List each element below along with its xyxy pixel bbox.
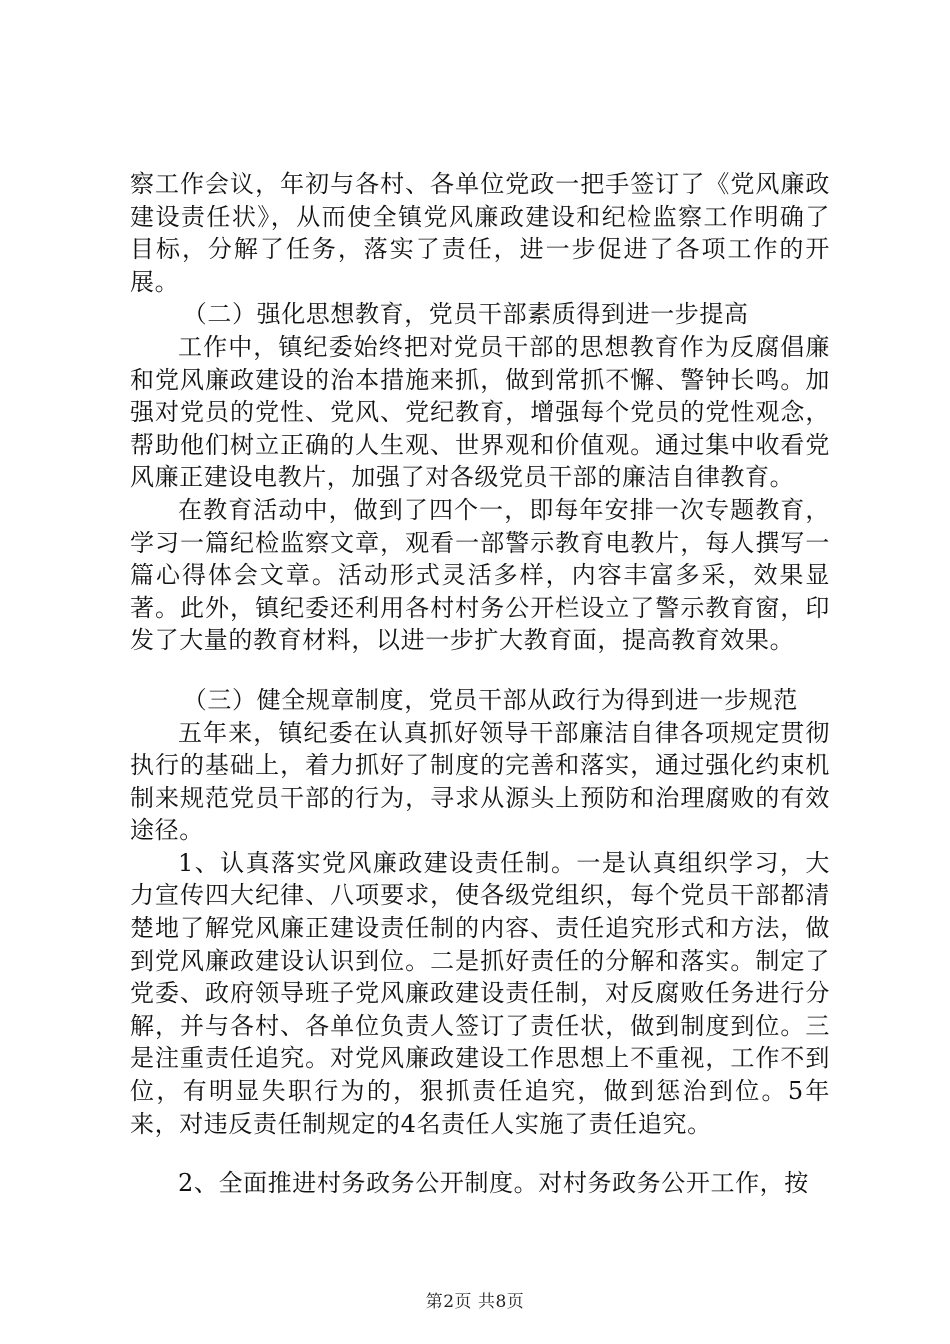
paragraph: 2、全面推进村务政务公开制度。对村务政务公开工作，按 (178, 1169, 809, 1198)
paragraph-spacer (130, 657, 830, 684)
section-heading-2: （二）强化思想教育，党员干部素质得到进一步提高 (182, 300, 749, 329)
paragraph: 1、认真落实党风廉政建设责任制。一是认真组织学习，大力宣传四大纪律、八项要求，使各级党组织，每个党员干部都清楚地了解党风廉正建设责任制的内容、责任追究形式和方法，做到党风廉政建设认识到位。二是抓好责任的分解和落实。制定了党委、政府领导班子党风廉政建设责任制，对反腐败任务进行分解，并与各村、各单位负责人签订了责任状，做到制度到位。三是注重责任追究。对党风廉政建设工作思想上不重视，工作不到位，有明显失职行为的，狠抓责任追究，做到惩治到位。5年来，对违反责任制规定的4名责任人实施了责任追究。 (130, 848, 830, 1138)
section-heading-3: （三）健全规章制度，党员干部从政行为得到进一步规范 (182, 685, 798, 714)
paragraph: 工作中，镇纪委始终把对党员干部的思想教育作为反腐倡廉和党风廉政建设的治本措施来抓，做到常抓不懈、警钟长鸣。加强对党员的党性、党风、党纪教育，增强每个党员的党性观念，帮助他们树立正确的人生观、世界观和价值观。通过集中收看党风廉正建设电教片，加强了对各级党员干部的廉洁自律教育。 (130, 332, 830, 492)
page-footer: 第2页 共8页 (425, 1292, 525, 1312)
paragraph-spacer (130, 1140, 830, 1167)
paragraph: 五年来，镇纪委在认真抓好领导干部廉洁自律各项规定贯彻执行的基础上，着力抓好了制度的完善和落实，通过强化约束机制来规范党员干部的行为，寻求从源头上预防和治理腐败的有效途径。 (130, 718, 830, 845)
document-body (130, 168, 830, 1200)
paragraph-continued: 察工作会议，年初与各村、各单位党政一把手签订了《党风廉政建设责任状》，从而使全镇党风廉政建设和纪检监察工作明确了目标，分解了任务，落实了责任，进一步促进了各项工作的开展。 (130, 170, 830, 296)
paragraph: 在教育活动中，做到了四个一，即每年安排一次专题教育，学习一篇纪检监察文章，观看一部警示教育电教片，每人撰写一篇心得体会文章。活动形式灵活多样，内容丰富多采，效果显著。此外，镇纪委还利用各村村务公开栏设立了警示教育窗，印发了大量的教育材料，以进一步扩大教育面，提高教育效果。 (130, 495, 830, 655)
